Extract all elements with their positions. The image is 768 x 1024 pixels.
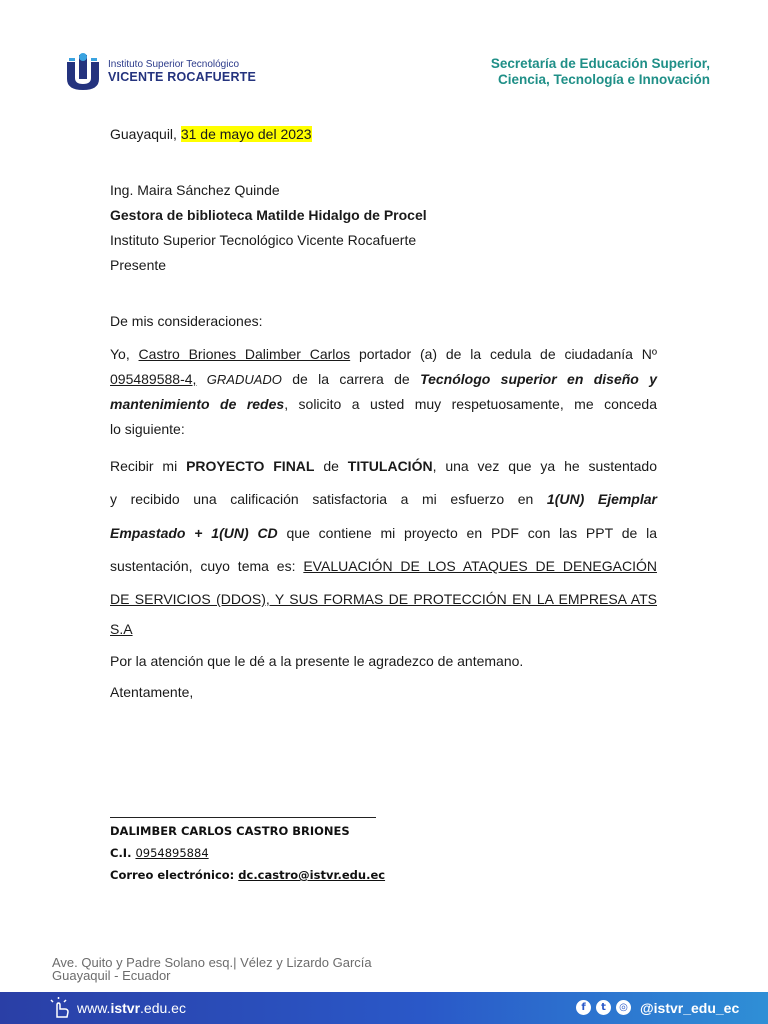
paragraph1-line4: lo siguiente: bbox=[110, 421, 185, 437]
recipient-role: Gestora de biblioteca Matilde Hidalgo de Procel bbox=[110, 207, 427, 223]
footer-address-line2: Guayaquil - Ecuador bbox=[52, 968, 171, 983]
email-link[interactable]: dc.castro@istvr.edu.ec bbox=[238, 868, 386, 882]
request-line2 bbox=[110, 490, 657, 508]
signer-ci bbox=[110, 846, 209, 860]
recipient-name: Ing. Maira Sánchez Quinde bbox=[110, 182, 280, 198]
web-bold: istvr bbox=[110, 1000, 141, 1016]
text-sustentado: , una vez que ya he sustentado bbox=[432, 458, 658, 474]
request-line1 bbox=[110, 457, 657, 475]
request-line4 bbox=[110, 557, 657, 575]
ejemplar: 1(UN) Ejemplar bbox=[546, 491, 657, 507]
twitter-icon[interactable]: t bbox=[596, 1000, 611, 1015]
thesis-title-part1: EVALUACIÓN DE LOS ATAQUES DE DENEGACIÓN bbox=[303, 558, 657, 574]
paragraph1-line3 bbox=[110, 395, 657, 413]
instagram-icon[interactable]: ◎ bbox=[616, 1000, 631, 1015]
signature-line bbox=[110, 817, 376, 818]
signer-email bbox=[110, 868, 385, 882]
career-name-part1: Tecnólogo superior en diseño y bbox=[420, 371, 657, 387]
letter-date-line bbox=[110, 125, 312, 143]
closing: Atentamente, bbox=[110, 684, 194, 700]
text-calificacion: y recibido una calificación satisfactoria a mi esfuerzo en bbox=[110, 491, 547, 507]
applicant-name: Castro Briones Dalimber Carlos bbox=[138, 346, 351, 362]
letter-date: 31 de mayo del 2023 bbox=[180, 126, 312, 142]
web-suffix: .edu.ec bbox=[140, 1000, 186, 1016]
institute-logo-icon bbox=[64, 52, 102, 92]
recipient-presente: Presente bbox=[110, 257, 167, 273]
secretaria-title-line1: Secretaría de Educación Superior, bbox=[490, 56, 710, 71]
ci-value: 0954895884 bbox=[135, 846, 209, 860]
text-recibir: Recibir mi bbox=[110, 458, 187, 474]
empastado-cd: Empastado + 1(UN) CD bbox=[110, 525, 278, 541]
facebook-icon[interactable]: f bbox=[576, 1000, 591, 1015]
letter-place: Guayaquil, bbox=[110, 126, 181, 142]
secretaria-title-line2: Ciencia, Tecnología e Innovación bbox=[497, 72, 710, 87]
thanks-line: Por la atención que le dé a la presente le agradezco de antemano. bbox=[110, 653, 524, 669]
greeting: De mis consideraciones: bbox=[110, 313, 263, 329]
social-handle: @istvr_edu_ec bbox=[640, 1000, 740, 1016]
request-line3 bbox=[110, 524, 657, 542]
titulacion: TITULACIÓN bbox=[347, 458, 433, 474]
footer-address-line1: Ave. Quito y Padre Solano esq.| Vélez y Lizardo García bbox=[52, 955, 372, 970]
text-carrera: de la carrera de bbox=[281, 371, 421, 387]
applicant-id: 095489588-4, bbox=[110, 371, 197, 387]
thesis-title-part3: S.A bbox=[110, 621, 133, 637]
text-de: de bbox=[314, 458, 348, 474]
text-portador: portador (a) de la cedula de ciudadanía Nº bbox=[350, 346, 657, 362]
web-prefix: www. bbox=[77, 1000, 111, 1016]
proyecto-final: PROYECTO FINAL bbox=[186, 458, 315, 474]
logo-institute-name: VICENTE ROCAFUERTE bbox=[108, 70, 257, 84]
text-pdf-ppt: que contiene mi proyecto en PDF con las PPT de la bbox=[277, 525, 658, 541]
text-tema: sustentación, cuyo tema es: bbox=[110, 558, 304, 574]
text-solicito: , solicito a usted muy respetuosamente, me conceda bbox=[284, 396, 658, 412]
footer-website-link[interactable] bbox=[77, 1000, 186, 1016]
career-name-part2: mantenimiento de redes bbox=[110, 396, 285, 412]
paragraph1-line2 bbox=[110, 370, 657, 389]
signer-name: DALIMBER CARLOS CASTRO BRIONES bbox=[110, 824, 350, 838]
email-label: Correo electrónico: bbox=[110, 868, 239, 882]
thesis-title-part2: DE SERVICIOS (DDOS), Y SUS FORMAS DE PROTECCIÓN EN LA EMPRESA ATS bbox=[110, 591, 657, 607]
graduado-label: GRADUADO bbox=[206, 372, 282, 387]
ci-label: C.I. bbox=[110, 846, 136, 860]
paragraph1-line1 bbox=[110, 345, 657, 363]
logo-institute-caption: Instituto Superior Tecnológico bbox=[108, 59, 240, 70]
text-yo: Yo, bbox=[110, 346, 139, 362]
recipient-institution: Instituto Superior Tecnológico Vicente Rocafuerte bbox=[110, 232, 417, 248]
pointer-hand-icon bbox=[48, 997, 72, 1019]
